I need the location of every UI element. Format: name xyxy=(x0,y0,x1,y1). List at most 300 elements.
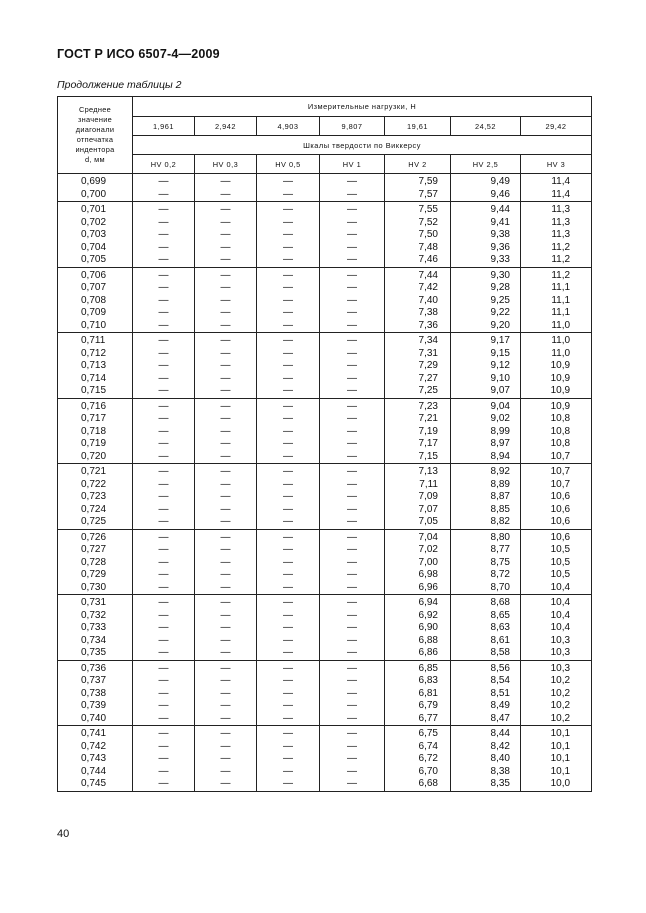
empty-value-cell: — xyxy=(195,176,257,189)
empty-value-cell: — xyxy=(133,675,195,688)
empty-value-cell: — xyxy=(320,413,385,426)
empty-value-cell: — xyxy=(195,713,257,726)
hv2-cell: 6,74 xyxy=(385,741,451,754)
empty-value-cell: — xyxy=(195,373,257,386)
hv25-cell: 8,49 xyxy=(451,700,521,713)
empty-value-cell: — xyxy=(195,348,257,361)
hv3-cell: 10,6 xyxy=(521,516,592,529)
hv25-cell: 8,97 xyxy=(451,438,521,451)
hv3-cell: 10,8 xyxy=(521,438,592,451)
scale-cell: HV 1 xyxy=(320,155,385,174)
empty-value-cell: — xyxy=(320,189,385,202)
table-row xyxy=(58,360,592,373)
empty-value-cell: — xyxy=(257,557,320,570)
hv3-cell: 10,3 xyxy=(521,635,592,648)
table-row xyxy=(58,557,592,570)
empty-value-cell: — xyxy=(195,307,257,320)
empty-value-cell: — xyxy=(320,766,385,779)
hv25-cell: 8,58 xyxy=(451,647,521,660)
hv2-cell: 6,98 xyxy=(385,569,451,582)
empty-value-cell: — xyxy=(133,635,195,648)
hv25-cell: 8,77 xyxy=(451,544,521,557)
empty-value-cell: — xyxy=(133,204,195,217)
empty-value-cell: — xyxy=(195,647,257,660)
hv2-cell: 6,81 xyxy=(385,688,451,701)
empty-value-cell: — xyxy=(320,373,385,386)
loads-header: Измерительные нагрузки, Н xyxy=(133,97,592,117)
empty-value-cell: — xyxy=(195,254,257,267)
empty-value-cell: — xyxy=(133,335,195,348)
hv25-cell: 8,54 xyxy=(451,675,521,688)
row-group xyxy=(58,529,592,595)
empty-value-cell: — xyxy=(195,582,257,595)
table-row xyxy=(58,242,592,255)
diagonal-cell: 0,715 xyxy=(58,385,133,398)
hv25-cell: 9,41 xyxy=(451,217,521,230)
hv2-cell: 7,21 xyxy=(385,413,451,426)
table-row xyxy=(58,217,592,230)
empty-value-cell: — xyxy=(257,622,320,635)
empty-value-cell: — xyxy=(257,438,320,451)
empty-value-cell: — xyxy=(133,307,195,320)
hv3-cell: 10,6 xyxy=(521,504,592,517)
load-cell: 1,961 xyxy=(133,117,195,136)
hv3-cell: 10,3 xyxy=(521,663,592,676)
diagonal-cell: 0,722 xyxy=(58,479,133,492)
empty-value-cell: — xyxy=(133,270,195,283)
empty-value-cell: — xyxy=(257,647,320,660)
hv25-cell: 9,25 xyxy=(451,295,521,308)
hv25-cell: 8,80 xyxy=(451,532,521,545)
diagonal-cell: 0,729 xyxy=(58,569,133,582)
empty-value-cell: — xyxy=(257,176,320,189)
page-number: 40 xyxy=(57,828,70,840)
diagonal-cell: 0,742 xyxy=(58,741,133,754)
scales-header: Шкалы твердости по Виккерсу xyxy=(133,136,592,155)
header-line: Среднее xyxy=(78,105,112,114)
empty-value-cell: — xyxy=(257,728,320,741)
empty-value-cell: — xyxy=(257,373,320,386)
diagonal-cell: 0,718 xyxy=(58,426,133,439)
empty-value-cell: — xyxy=(257,479,320,492)
hv25-cell: 9,36 xyxy=(451,242,521,255)
hv3-cell: 10,1 xyxy=(521,753,592,766)
hv2-cell: 7,38 xyxy=(385,307,451,320)
empty-value-cell: — xyxy=(133,700,195,713)
document-title: ГОСТ Р ИСО 6507-4—2009 xyxy=(57,47,220,61)
empty-value-cell: — xyxy=(320,700,385,713)
empty-value-cell: — xyxy=(257,778,320,791)
empty-value-cell: — xyxy=(320,569,385,582)
empty-value-cell: — xyxy=(195,270,257,283)
row-group xyxy=(58,202,592,268)
empty-value-cell: — xyxy=(195,360,257,373)
empty-value-cell: — xyxy=(195,438,257,451)
empty-value-cell: — xyxy=(133,491,195,504)
scales-row xyxy=(58,155,592,174)
table-row xyxy=(58,647,592,660)
hv2-cell: 7,29 xyxy=(385,360,451,373)
empty-value-cell: — xyxy=(133,320,195,333)
empty-value-cell: — xyxy=(320,176,385,189)
empty-value-cell: — xyxy=(320,778,385,791)
diagonal-cell: 0,704 xyxy=(58,242,133,255)
diagonal-cell: 0,703 xyxy=(58,229,133,242)
empty-value-cell: — xyxy=(320,401,385,414)
table-row xyxy=(58,254,592,267)
hv2-cell: 7,48 xyxy=(385,242,451,255)
diagonal-cell: 0,741 xyxy=(58,728,133,741)
empty-value-cell: — xyxy=(320,320,385,333)
hv2-cell: 6,90 xyxy=(385,622,451,635)
hv2-cell: 7,23 xyxy=(385,401,451,414)
hv3-cell: 10,8 xyxy=(521,426,592,439)
empty-value-cell: — xyxy=(320,728,385,741)
empty-value-cell: — xyxy=(195,479,257,492)
empty-value-cell: — xyxy=(320,204,385,217)
diagonal-cell: 0,708 xyxy=(58,295,133,308)
empty-value-cell: — xyxy=(320,242,385,255)
diagonal-cell: 0,739 xyxy=(58,700,133,713)
hv2-cell: 7,59 xyxy=(385,176,451,189)
empty-value-cell: — xyxy=(195,242,257,255)
empty-value-cell: — xyxy=(257,282,320,295)
empty-value-cell: — xyxy=(257,204,320,217)
empty-value-cell: — xyxy=(133,254,195,267)
hv2-cell: 7,17 xyxy=(385,438,451,451)
empty-value-cell: — xyxy=(195,544,257,557)
empty-value-cell: — xyxy=(195,700,257,713)
table-row xyxy=(58,451,592,464)
table-row xyxy=(58,466,592,479)
table-row xyxy=(58,610,592,623)
hv3-cell: 10,2 xyxy=(521,700,592,713)
empty-value-cell: — xyxy=(257,688,320,701)
empty-value-cell: — xyxy=(320,663,385,676)
load-cell: 24,52 xyxy=(451,117,521,136)
table-row xyxy=(58,307,592,320)
hv3-cell: 10,4 xyxy=(521,582,592,595)
empty-value-cell: — xyxy=(257,360,320,373)
empty-value-cell: — xyxy=(257,254,320,267)
empty-value-cell: — xyxy=(195,728,257,741)
empty-value-cell: — xyxy=(195,401,257,414)
hv2-cell: 7,11 xyxy=(385,479,451,492)
table-row xyxy=(58,582,592,595)
hv3-cell: 11,1 xyxy=(521,307,592,320)
hv3-cell: 11,3 xyxy=(521,229,592,242)
hv3-cell: 10,7 xyxy=(521,451,592,464)
empty-value-cell: — xyxy=(133,438,195,451)
hv2-cell: 6,92 xyxy=(385,610,451,623)
hv3-cell: 10,3 xyxy=(521,647,592,660)
table-row xyxy=(58,597,592,610)
diagonal-cell: 0,744 xyxy=(58,766,133,779)
hv25-cell: 8,47 xyxy=(451,713,521,726)
empty-value-cell: — xyxy=(195,532,257,545)
hv3-cell: 11,2 xyxy=(521,254,592,267)
hv3-cell: 10,9 xyxy=(521,385,592,398)
hv3-cell: 10,6 xyxy=(521,532,592,545)
hv25-cell: 9,15 xyxy=(451,348,521,361)
empty-value-cell: — xyxy=(257,217,320,230)
empty-value-cell: — xyxy=(133,713,195,726)
diagonal-cell: 0,716 xyxy=(58,401,133,414)
hv2-cell: 7,44 xyxy=(385,270,451,283)
hv3-cell: 10,4 xyxy=(521,597,592,610)
empty-value-cell: — xyxy=(257,189,320,202)
table-row xyxy=(58,700,592,713)
hv2-cell: 7,27 xyxy=(385,373,451,386)
empty-value-cell: — xyxy=(320,753,385,766)
table-row xyxy=(58,282,592,295)
hv3-cell: 11,2 xyxy=(521,242,592,255)
hv3-cell: 10,9 xyxy=(521,373,592,386)
diagonal-cell: 0,745 xyxy=(58,778,133,791)
empty-value-cell: — xyxy=(257,348,320,361)
hv3-cell: 10,9 xyxy=(521,360,592,373)
empty-value-cell: — xyxy=(195,597,257,610)
empty-value-cell: — xyxy=(257,320,320,333)
empty-value-cell: — xyxy=(320,229,385,242)
empty-value-cell: — xyxy=(320,675,385,688)
diagonal-cell: 0,700 xyxy=(58,189,133,202)
empty-value-cell: — xyxy=(133,778,195,791)
empty-value-cell: — xyxy=(257,335,320,348)
table-row xyxy=(58,569,592,582)
empty-value-cell: — xyxy=(195,466,257,479)
table-row xyxy=(58,778,592,791)
empty-value-cell: — xyxy=(195,741,257,754)
empty-value-cell: — xyxy=(195,766,257,779)
table-row xyxy=(58,728,592,741)
hv3-cell: 10,5 xyxy=(521,569,592,582)
hv25-cell: 8,92 xyxy=(451,466,521,479)
empty-value-cell: — xyxy=(320,597,385,610)
hv2-cell: 6,88 xyxy=(385,635,451,648)
empty-value-cell: — xyxy=(195,610,257,623)
diagonal-cell: 0,743 xyxy=(58,753,133,766)
hv2-cell: 7,13 xyxy=(385,466,451,479)
hv25-cell: 9,12 xyxy=(451,360,521,373)
header-line: d, мм xyxy=(85,155,105,164)
hv2-cell: 6,70 xyxy=(385,766,451,779)
diagonal-cell: 0,711 xyxy=(58,335,133,348)
hv25-cell: 8,44 xyxy=(451,728,521,741)
row-group xyxy=(58,464,592,530)
empty-value-cell: — xyxy=(195,504,257,517)
load-cell: 9,807 xyxy=(320,117,385,136)
hv3-cell: 11,0 xyxy=(521,320,592,333)
diagonal-cell: 0,717 xyxy=(58,413,133,426)
hv25-cell: 8,56 xyxy=(451,663,521,676)
empty-value-cell: — xyxy=(257,451,320,464)
hv2-cell: 7,42 xyxy=(385,282,451,295)
empty-value-cell: — xyxy=(257,426,320,439)
hv3-cell: 10,4 xyxy=(521,622,592,635)
hv3-cell: 11,1 xyxy=(521,295,592,308)
empty-value-cell: — xyxy=(320,254,385,267)
empty-value-cell: — xyxy=(133,479,195,492)
empty-value-cell: — xyxy=(133,766,195,779)
diagonal-cell: 0,710 xyxy=(58,320,133,333)
empty-value-cell: — xyxy=(257,582,320,595)
table-row xyxy=(58,766,592,779)
hv25-cell: 9,33 xyxy=(451,254,521,267)
diagonal-cell: 0,726 xyxy=(58,532,133,545)
hv25-cell: 9,30 xyxy=(451,270,521,283)
empty-value-cell: — xyxy=(133,557,195,570)
diagonal-cell: 0,736 xyxy=(58,663,133,676)
diagonal-cell: 0,727 xyxy=(58,544,133,557)
empty-value-cell: — xyxy=(195,229,257,242)
table-row xyxy=(58,335,592,348)
table-row xyxy=(58,713,592,726)
empty-value-cell: — xyxy=(320,360,385,373)
table-row xyxy=(58,373,592,386)
empty-value-cell: — xyxy=(195,491,257,504)
empty-value-cell: — xyxy=(133,451,195,464)
empty-value-cell: — xyxy=(257,610,320,623)
hv2-cell: 7,52 xyxy=(385,217,451,230)
scale-cell: HV 3 xyxy=(521,155,592,174)
empty-value-cell: — xyxy=(320,282,385,295)
hv3-cell: 10,1 xyxy=(521,766,592,779)
diagonal-cell: 0,728 xyxy=(58,557,133,570)
hv2-cell: 7,25 xyxy=(385,385,451,398)
table-row xyxy=(58,479,592,492)
empty-value-cell: — xyxy=(195,320,257,333)
hv2-cell: 6,72 xyxy=(385,753,451,766)
table-row xyxy=(58,348,592,361)
empty-value-cell: — xyxy=(320,295,385,308)
empty-value-cell: — xyxy=(133,516,195,529)
empty-value-cell: — xyxy=(320,610,385,623)
empty-value-cell: — xyxy=(320,307,385,320)
empty-value-cell: — xyxy=(257,242,320,255)
row-group xyxy=(58,726,592,792)
empty-value-cell: — xyxy=(257,635,320,648)
hv2-cell: 7,00 xyxy=(385,557,451,570)
hv2-cell: 7,09 xyxy=(385,491,451,504)
hv25-cell: 8,38 xyxy=(451,766,521,779)
empty-value-cell: — xyxy=(133,582,195,595)
empty-value-cell: — xyxy=(320,688,385,701)
hv2-cell: 7,04 xyxy=(385,532,451,545)
table-row xyxy=(58,688,592,701)
hv3-cell: 11,3 xyxy=(521,204,592,217)
diagonal-column-header xyxy=(58,97,133,174)
hv3-cell: 10,1 xyxy=(521,728,592,741)
empty-value-cell: — xyxy=(195,516,257,529)
hv3-cell: 10,8 xyxy=(521,413,592,426)
diagonal-cell: 0,705 xyxy=(58,254,133,267)
diagonal-cell: 0,724 xyxy=(58,504,133,517)
hv2-cell: 7,55 xyxy=(385,204,451,217)
table-row xyxy=(58,438,592,451)
empty-value-cell: — xyxy=(320,466,385,479)
hv25-cell: 8,65 xyxy=(451,610,521,623)
hv3-cell: 10,2 xyxy=(521,675,592,688)
hv3-cell: 11,3 xyxy=(521,217,592,230)
diagonal-cell: 0,738 xyxy=(58,688,133,701)
table-row xyxy=(58,741,592,754)
hardness-table xyxy=(57,96,592,792)
hv2-cell: 7,57 xyxy=(385,189,451,202)
table-row xyxy=(58,385,592,398)
hv25-cell: 8,85 xyxy=(451,504,521,517)
hv25-cell: 8,61 xyxy=(451,635,521,648)
load-cell: 4,903 xyxy=(257,117,320,136)
hv2-cell: 7,15 xyxy=(385,451,451,464)
empty-value-cell: — xyxy=(133,426,195,439)
hv25-cell: 8,89 xyxy=(451,479,521,492)
row-group xyxy=(58,595,592,661)
empty-value-cell: — xyxy=(257,713,320,726)
hv25-cell: 9,28 xyxy=(451,282,521,295)
hv2-cell: 6,94 xyxy=(385,597,451,610)
empty-value-cell: — xyxy=(195,282,257,295)
hv25-cell: 9,46 xyxy=(451,189,521,202)
empty-value-cell: — xyxy=(257,675,320,688)
empty-value-cell: — xyxy=(133,597,195,610)
hv25-cell: 9,04 xyxy=(451,401,521,414)
hv25-cell: 8,72 xyxy=(451,569,521,582)
header-line: отпечатка xyxy=(76,135,114,144)
empty-value-cell: — xyxy=(257,741,320,754)
empty-value-cell: — xyxy=(257,295,320,308)
hv2-cell: 6,83 xyxy=(385,675,451,688)
empty-value-cell: — xyxy=(133,413,195,426)
table-row xyxy=(58,320,592,333)
hv25-cell: 8,35 xyxy=(451,778,521,791)
empty-value-cell: — xyxy=(133,544,195,557)
diagonal-cell: 0,730 xyxy=(58,582,133,595)
empty-value-cell: — xyxy=(257,569,320,582)
empty-value-cell: — xyxy=(320,544,385,557)
scale-cell: HV 0,2 xyxy=(133,155,195,174)
hv25-cell: 9,22 xyxy=(451,307,521,320)
hv3-cell: 10,6 xyxy=(521,491,592,504)
diagonal-cell: 0,733 xyxy=(58,622,133,635)
empty-value-cell: — xyxy=(195,557,257,570)
empty-value-cell: — xyxy=(257,663,320,676)
empty-value-cell: — xyxy=(133,295,195,308)
empty-value-cell: — xyxy=(320,582,385,595)
diagonal-cell: 0,699 xyxy=(58,176,133,189)
table-row xyxy=(58,753,592,766)
empty-value-cell: — xyxy=(257,270,320,283)
hv25-cell: 8,99 xyxy=(451,426,521,439)
empty-value-cell: — xyxy=(133,242,195,255)
row-group xyxy=(58,660,592,726)
empty-value-cell: — xyxy=(133,189,195,202)
empty-value-cell: — xyxy=(133,385,195,398)
empty-value-cell: — xyxy=(133,663,195,676)
diagonal-cell: 0,737 xyxy=(58,675,133,688)
empty-value-cell: — xyxy=(320,647,385,660)
hv25-cell: 9,02 xyxy=(451,413,521,426)
table-row xyxy=(58,675,592,688)
diagonal-cell: 0,712 xyxy=(58,348,133,361)
header-line: значение xyxy=(77,115,113,124)
hv25-cell: 8,40 xyxy=(451,753,521,766)
hv3-cell: 10,2 xyxy=(521,713,592,726)
table-row xyxy=(58,295,592,308)
empty-value-cell: — xyxy=(320,557,385,570)
empty-value-cell: — xyxy=(133,504,195,517)
empty-value-cell: — xyxy=(257,516,320,529)
